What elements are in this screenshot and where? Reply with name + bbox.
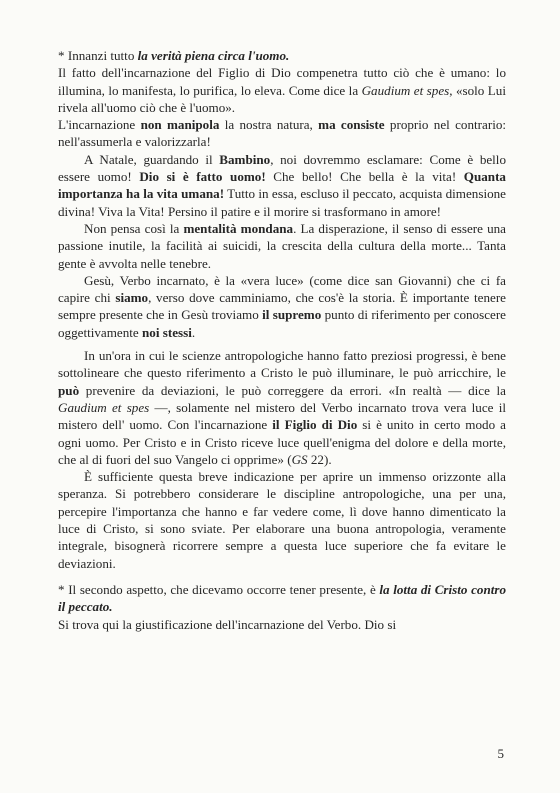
paragraph-5: Gesù, Verbo incarnato, è la «vera luce» (come dice san Giovanni) che ci fa capire chi siamo, verso dove camminiamo, che cos'è la storia. È importante tenere sempre presente che in Gesù troviamo il supremo punto di riferimento per conoscere oggettivamente noi stessi. [58, 272, 506, 340]
paragraph-8: Si trova qui la giustificazione dell'incarnazione del Verbo. Dio si [58, 616, 397, 632]
paragraph-2: L'incarnazione non manipola la nostra natura, ma consiste proprio nel contrario: nell'assumerla e valorizzarla! [58, 117, 507, 150]
section-heading-2: * Il secondo aspetto, che dicevamo occorre tener presente, è la lotta di Cristo contro il peccato. [58, 581, 507, 615]
page-number: 5 [497, 746, 504, 761]
paragraph-7: È sufficiente questa breve indicazione per aprire un immenso orizzonte alla speranza. Si potrebbero considerare le discipline antropologiche, una per una, percepire l'importanza che hanno e far vedere come, lì dove hanno dimenticato la luce di Cristo, si sono sviate. Per elaborare una buona antropologia, veramente integrale, bisognerà ricorrere sempre a questa luce superiore che fa evitare le deviazioni. [58, 469, 506, 571]
section-lead: Innanzi tutto [67, 48, 138, 63]
paragraph-1: Il fatto dell'incarnazione del Figlio di Dio compenetra tutto ciò che è umano: lo illumina, lo manifesta, lo purifica, lo eleva. Come dice la Gaudium et spes, «solo Lui rivela all'uomo ciò che è l'uomo». [58, 65, 506, 115]
bullet-marker: * [58, 48, 68, 63]
paragraph-3: A Natale, guardando il Bambino, noi dovremmo esclamare: Come è bello essere uomo! Dio si è fatto uomo! Che bello! Che bella è la vita! Quanta importanza ha la vita umana! Tutto in essa, escluso il peccato, acquista dimensione divina! Viva la Vita! Persino il patire e il morire si trasformano in amore! [58, 151, 506, 219]
paragraph-6: In un'ora in cui le scienze antropologiche hanno fatto preziosi progressi, è bene sottolineare che questo riferimento a Cristo le può illuminare, le può arricchire, le può prevenire da deviazioni, le può correggere da errori. «In realtà — dice la Gaudium et spes —, solamente nel mistero del Verbo incarnato trova vera luce il mistero dell' uomo. Con l'incarnazione il Figlio di Dio si è unito in certo modo a ogni uomo. Per Cristo e in Cristo riceve luce quell'enigma del dolore e della morte, che al di fuori del suo Vangelo ci opprime» (GS 22). [58, 348, 506, 467]
paragraph-4: Non pensa così la mentalità mondana. La disperazione, il senso di essere una passione inutile, la facilità ai suicidi, la crescita della cultura della morte... Tanta gente è avvolta nelle tenebre. [58, 220, 506, 271]
page-body [58, 47, 506, 633]
bullet-marker: * [58, 581, 69, 597]
section-heading-1 [58, 47, 506, 64]
section-title: la lotta di Cristo contro il peccato. [58, 581, 507, 615]
section-title: la verità piena circa l'uomo. [137, 48, 290, 63]
